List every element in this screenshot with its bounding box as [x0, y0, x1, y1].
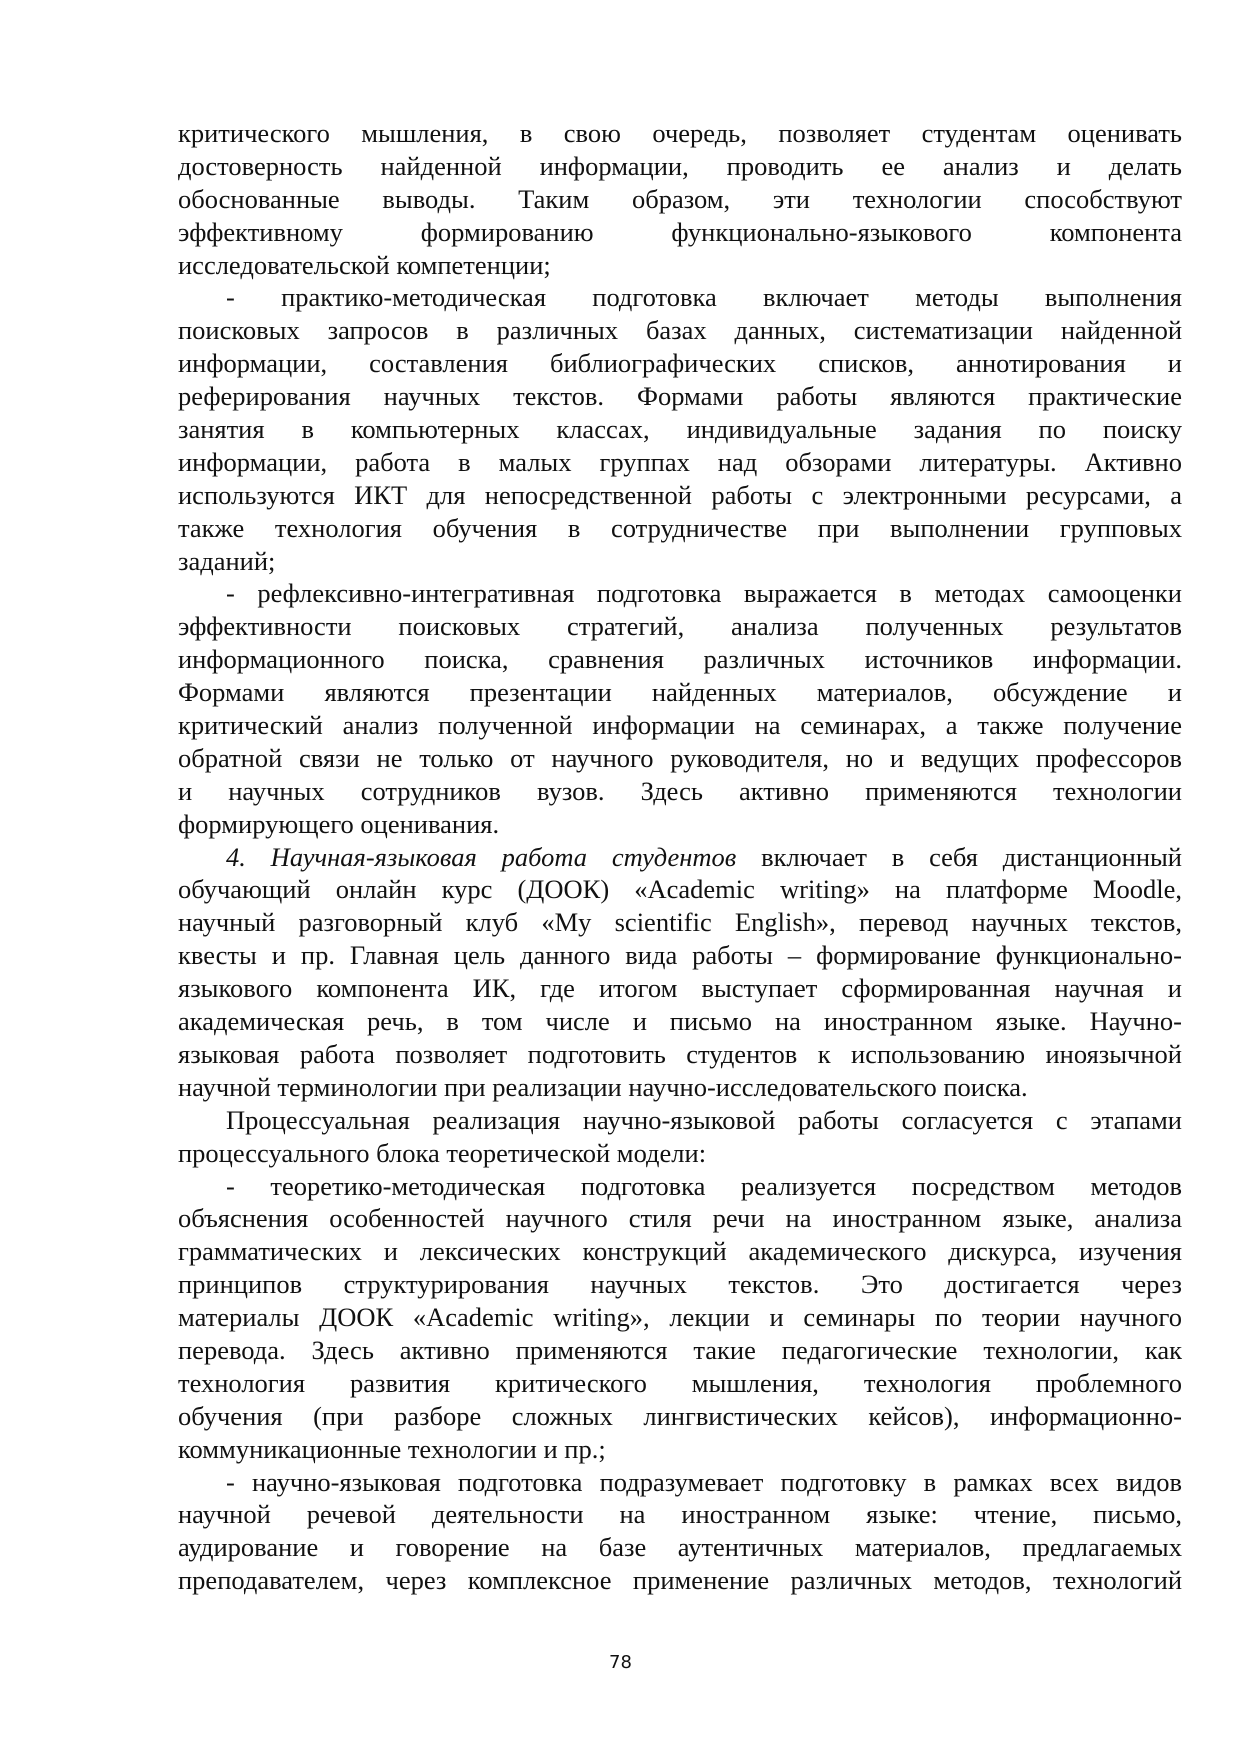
paragraph-scientific-language-preparation [178, 1466, 1182, 1598]
text-line: эффективности поисковых стратегий, анализа полученных результатов [178, 611, 1182, 642]
text-line: критический анализ полученной информации на семинарах, а также получение [178, 710, 1182, 741]
text-line: технология развития критического мышления, технология проблемного [178, 1367, 1182, 1398]
text-line: реферирования научных текстов. Формами работы являются практические [178, 381, 1182, 412]
text-line: перевода. Здесь активно применяются такие педагогические технологии, как [178, 1334, 1182, 1365]
text-line: обучения (при разборе сложных лингвистических кейсов), информационно- [178, 1400, 1182, 1431]
text-line: аудирование и говорение на базе аутентичных материалов, предлагаемых [178, 1532, 1182, 1563]
text-line: грамматических и лексических конструкций академического дискурса, изучения [178, 1236, 1182, 1267]
text-line: эффективному формированию функционально-языкового компонента [178, 216, 1182, 247]
text-line: - научно-языковая подготовка подразумевает подготовку в рамках всех видов [226, 1466, 1182, 1497]
text-line: научной терминологии при реализации научно-исследовательского поиска. [178, 1071, 1028, 1102]
section-heading-continuation: включает в себя дистанционный [736, 841, 1182, 872]
paragraph-reflexive-integrative [178, 577, 1182, 840]
text-line [178, 841, 1182, 874]
text-line: обоснованные выводы. Таким образом, эти технологии способствуют [178, 183, 1182, 214]
text-line: коммуникационные технологии и пр.; [178, 1433, 606, 1464]
page-number: 78 [609, 1652, 632, 1673]
text-line: используются ИКТ для непосредственной работы с электронными ресурсами, а [178, 479, 1182, 510]
text-line: академическая речь, в том числе и письмо на иностранном языке. Научно- [178, 1006, 1182, 1037]
text-line: критического мышления, в свою очередь, позволяет студентам оценивать [178, 118, 1182, 148]
text-line: - рефлексивно-интегративная подготовка выражается в методах самооценки [226, 578, 1182, 609]
text-line: также технология обучения в сотрудничестве при выполнении групповых [178, 512, 1182, 543]
text-line: языкового компонента ИК, где итогом выступает сформированная научная и [178, 973, 1182, 1004]
text-line: научной речевой деятельности на иностранном языке: чтение, письмо, [178, 1499, 1182, 1530]
text-line: - практико-методическая подготовка включает методы выполнения [226, 282, 1182, 313]
text-line: научный разговорный клуб «My scientific English», перевод научных текстов, [178, 907, 1182, 938]
text-line: языковая работа позволяет подготовить студентов к использованию иноязычной [178, 1038, 1182, 1069]
text-line: исследовательской компетенции; [178, 249, 551, 280]
text-line: обратной связи не только от научного руководителя, но и ведущих профессоров [178, 742, 1182, 773]
document-page [178, 117, 1182, 1597]
text-line: заданий; [178, 545, 276, 576]
text-line: - теоретико-методическая подготовка реализуется посредством методов [226, 1170, 1182, 1201]
text-line: объяснения особенностей научного стиля речи на иностранном языке, анализа [178, 1203, 1182, 1234]
paragraph-procedural-implementation [178, 1104, 1182, 1170]
text-line: информации, работа в малых группах над обзорами литературы. Активно [178, 446, 1182, 477]
text-line: достоверность найденной информации, проводить ее анализ и делать [178, 150, 1182, 181]
paragraph-practical-methodical [178, 281, 1182, 577]
text-line: и научных сотрудников вузов. Здесь активно применяются технологии [178, 775, 1182, 806]
text-line: обучающий онлайн курс (ДООК) «Academic writing» на платформе Moodle, [178, 874, 1182, 905]
paragraph-theoretical-methodical [178, 1170, 1182, 1466]
text-line: принципов структурирования научных текстов. Это достигается через [178, 1269, 1182, 1300]
text-line: преподавателем, через комплексное применение различных методов, технологий [178, 1565, 1182, 1596]
text-line: квесты и пр. Главная цель данного вида работы – формирование функционально- [178, 940, 1182, 971]
section-heading-italic: 4. Научная-языковая работа студентов [226, 841, 737, 872]
paragraph-scientific-language-work [178, 841, 1182, 1104]
text-line: информационного поиска, сравнения различных источников информации. [178, 644, 1182, 675]
text-line: Процессуальная реализация научно-языковой работы согласуется с этапами [226, 1104, 1182, 1135]
text-line: формирующего оценивания. [178, 808, 500, 839]
text-line: Формами являются презентации найденных материалов, обсуждение и [178, 677, 1182, 708]
text-line: процессуального блока теоретической модели: [178, 1137, 707, 1168]
text-line: поисковых запросов в различных базах данных, систематизации найденной [178, 315, 1182, 346]
text-line: информации, составления библиографических списков, аннотирования и [178, 348, 1182, 379]
text-line: материалы ДООК «Academic writing», лекции и семинары по теории научного [178, 1302, 1182, 1333]
text-line: занятия в компьютерных классах, индивидуальные задания по поиску [178, 414, 1182, 445]
paragraph-critical-thinking-continuation [178, 117, 1182, 281]
